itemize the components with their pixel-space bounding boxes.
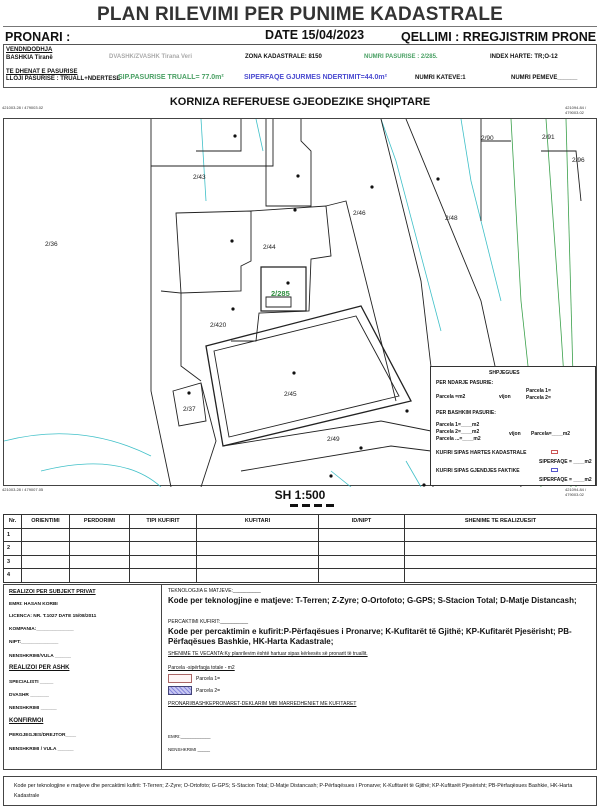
legend-split-parcel: Parcela =m2 <box>436 394 466 400</box>
license: LICENCA: NR. T.1027 DATE 15/08/2011 <box>9 614 97 619</box>
parcel-label: 2/96 <box>572 157 585 164</box>
parcel-label: 2/48 <box>445 215 458 222</box>
technology-panel <box>162 585 596 769</box>
corner-coord-tl: 421003.28 / 479003.02 <box>2 105 44 110</box>
dvashk: DVASHK/ZVASHK Tirana Veri <box>109 54 193 60</box>
signature-stamp: NENSHKRIMI/VULA ______ <box>9 654 71 659</box>
parcel-label: 2/46 <box>353 210 366 217</box>
cadastral-boundary-swatch <box>551 450 558 454</box>
factual-boundary-swatch <box>551 468 558 472</box>
map-index: INDEX HARTE: TR;O-12 <box>490 54 558 60</box>
ortho-lines <box>4 119 501 487</box>
date: DATE 15/04/2023 <box>265 28 365 42</box>
floors: NUMRI KATEVE:1 <box>415 75 466 81</box>
table-row <box>4 555 597 569</box>
parcel-2-swatch <box>168 686 192 695</box>
row-number: 1 <box>4 528 22 542</box>
scale: SH 1:500 <box>274 488 326 502</box>
dvashr: DVASHR _______ <box>9 693 49 698</box>
row-number: 4 <box>4 569 22 583</box>
director: PERGJEGJES/DREJTOR____ <box>9 733 77 738</box>
cadastral-zone: ZONA KADASTRALE: 8150 <box>245 54 322 60</box>
private-heading: REALIZOI PER SUBJEKT PRIVAT <box>9 589 96 595</box>
boundary-codes: Kode per percaktimin e kufirit:P-Përfaqësues i Pronarve; K-Kufitarët të Gjithë; KP-Kufitarët Pjesërisht; PB-Përfaqësues Bashkie, HK-Harta Kadastrale; <box>168 627 572 646</box>
col-header: PERDORIMI <box>70 515 130 529</box>
corner-coord-bl: 421003.28 / 479007.05 <box>2 487 44 492</box>
parcel-2-label: Parcela 2= <box>196 687 221 694</box>
table-row <box>4 528 597 542</box>
legend-merge-1: Parcela 1=____m2 <box>436 422 480 428</box>
property-type: LLOJI PASURISE : TRUALL+NDERTESE <box>6 76 121 82</box>
subject-parcel-label: 2/285 <box>271 289 290 298</box>
col-header: ORIENTIMI <box>22 515 70 529</box>
corner-coord-tr: 421094.84 / 479003.02 <box>565 105 587 115</box>
col-header: KUFITARI <box>197 515 319 529</box>
confirmed-heading: KONFIRMOI <box>9 718 44 724</box>
col-header: Nr. <box>4 515 22 529</box>
parcel-label: 2/90 <box>481 135 494 142</box>
specialist: SPECIALISTI _____ <box>9 680 54 685</box>
ashk-heading: REALIZOI PER ASHK <box>9 665 70 671</box>
row-number: 3 <box>4 555 22 569</box>
parcel-label: 2/36 <box>45 241 58 248</box>
municipality: BASHKIA Tiranë <box>6 55 53 61</box>
map-title: KORNIZA REFERUESE GJEODEZIKE SHQIPTARE <box>169 96 431 108</box>
parcel-label: 2/91 <box>542 134 555 141</box>
table-row <box>4 569 597 583</box>
table-row <box>4 542 597 556</box>
property-data-heading: TE DHENAT E PASURISE <box>6 69 78 75</box>
legend-factual-boundary: KUFIRI SIPAS GJENDJES FAKTIKE <box>436 468 520 474</box>
scale-bar <box>290 504 338 507</box>
legend-merge-2: Parcela 2=____m2 <box>436 429 480 435</box>
parcel-label: 2/420 <box>210 322 227 329</box>
boundary-determination: PERCAKTIMI KUFIRIT:__________ <box>168 619 249 625</box>
special-notes: SHENIME TE VECANTA:Ky planrilevim është hartuar sipas kërkesës së pronarit të truallit. <box>168 651 368 657</box>
legend-title: SHPJEGUES <box>489 370 520 376</box>
legend-merged-parcel: Parcela=____m2 <box>531 431 571 437</box>
owner-name: EMRI:____________ <box>168 734 211 739</box>
header-row <box>3 26 597 46</box>
owner-signature: NENSHKRIMI _____ <box>168 747 211 752</box>
corner-coord-br: 421094.84 / 479003.02 <box>565 487 587 497</box>
legend-area-1: SIPERFAQE = ____m2 <box>539 459 592 465</box>
signature-stamp-2: NENSHKRIMI / VULA ______ <box>9 747 74 752</box>
parcel-label: 2/49 <box>327 436 340 443</box>
parcel-2-row <box>168 686 220 695</box>
land-area: SIP.PASURISE TRUALL= 77.0m² <box>118 74 224 81</box>
legend-continues-2: vijon <box>509 431 521 437</box>
parcel-label: 2/45 <box>284 391 297 398</box>
legend-continues: vijon <box>499 394 511 400</box>
document-title: PLAN RILEVIMI PER PUNIME KADASTRALE <box>96 4 504 25</box>
footer-codes: Kode per teknologjine e matjeve dhe percaktimi kufirit: T-Terren; Z-Zyre; O-Ortofoto; G-GPS; S-Stacion Total; D-Matje Distancash; P-Përfaqësues i Pronarve; K-Kufitarët të Gjithë; KP-Kufitarët Pjesërisht; PB-Përfaqësues Bashkie, HK-Harta Kadastrale <box>3 776 597 806</box>
parcel-total-heading: Parcela -sipërfaqja totale - m2 <box>168 665 235 671</box>
parcel-label: 2/44 <box>263 244 276 251</box>
row-number: 2 <box>4 542 22 556</box>
col-header: ID/NIPT <box>319 515 405 529</box>
legend-parcel-2: Parcela 2= <box>526 395 551 401</box>
surveyor-panel <box>4 585 162 769</box>
survey-points <box>187 134 439 486</box>
legend-area-2: SIPERFAQE = ____m2 <box>539 477 592 483</box>
parcel-1-label: Parcela 1= <box>196 675 221 682</box>
col-header: TIPI KUFIRIT <box>130 515 197 529</box>
owner-label: PRONARI : <box>5 30 71 44</box>
parcel-label: 2/43 <box>193 174 206 181</box>
legend-merge-heading: PER BASHKIM PASURIE: <box>436 410 496 416</box>
neighbors-table <box>3 514 597 583</box>
company: KOMPANIA:______________ <box>9 627 74 632</box>
location-heading: VENDNDODHJA <box>6 47 53 53</box>
legend-cadastral-boundary: KUFIRI SIPAS HARTES KADASTRALE <box>436 450 527 456</box>
property-info <box>3 44 597 88</box>
purpose: QELLIMI : RREGJISTRIM PRONE <box>401 30 597 44</box>
trees: NUMRI PEMEVE______ <box>511 75 578 81</box>
measurement-technology: TEKNOLOGJIA E MATJEVE:__________ <box>168 588 261 594</box>
property-number: NUMRI PASURISE : 2/285. <box>364 54 438 60</box>
technology-codes: Kode per teknologjine e matjeve: T-Terren; Z-Zyre; O-Ortofoto; G-GPS; S-Stacion Total; D-Matje Distancash; <box>168 596 577 605</box>
parcel-1-swatch <box>168 674 192 683</box>
signature: NENSHKRIMI ______ <box>9 706 57 711</box>
owner-declaration: PRONARI/BASHKEPRONARET-DEKLARIM MBI MARREDHENIET ME KUFITARET <box>168 701 357 707</box>
legend-split-heading: PER NDARJE PASURIE: <box>436 380 494 386</box>
legend-merge-3: Parcela ...=____m2 <box>436 436 481 442</box>
parcel-label: 2/37 <box>183 406 196 413</box>
building-footprint: SIPERFAQE GJURMES NDERTIMIT=44.0m² <box>244 74 387 81</box>
surveyor-name: EMRI: HASAN KORBI <box>9 602 58 607</box>
signature-section <box>3 584 597 770</box>
parcel-1-row <box>168 674 220 683</box>
legend-parcel-1: Parcela 1= <box>526 388 551 394</box>
nipt: NIPT:______________ <box>9 640 59 645</box>
col-header: SHENIME TE REALIZUESIT <box>405 515 597 529</box>
legend-box <box>430 366 596 486</box>
